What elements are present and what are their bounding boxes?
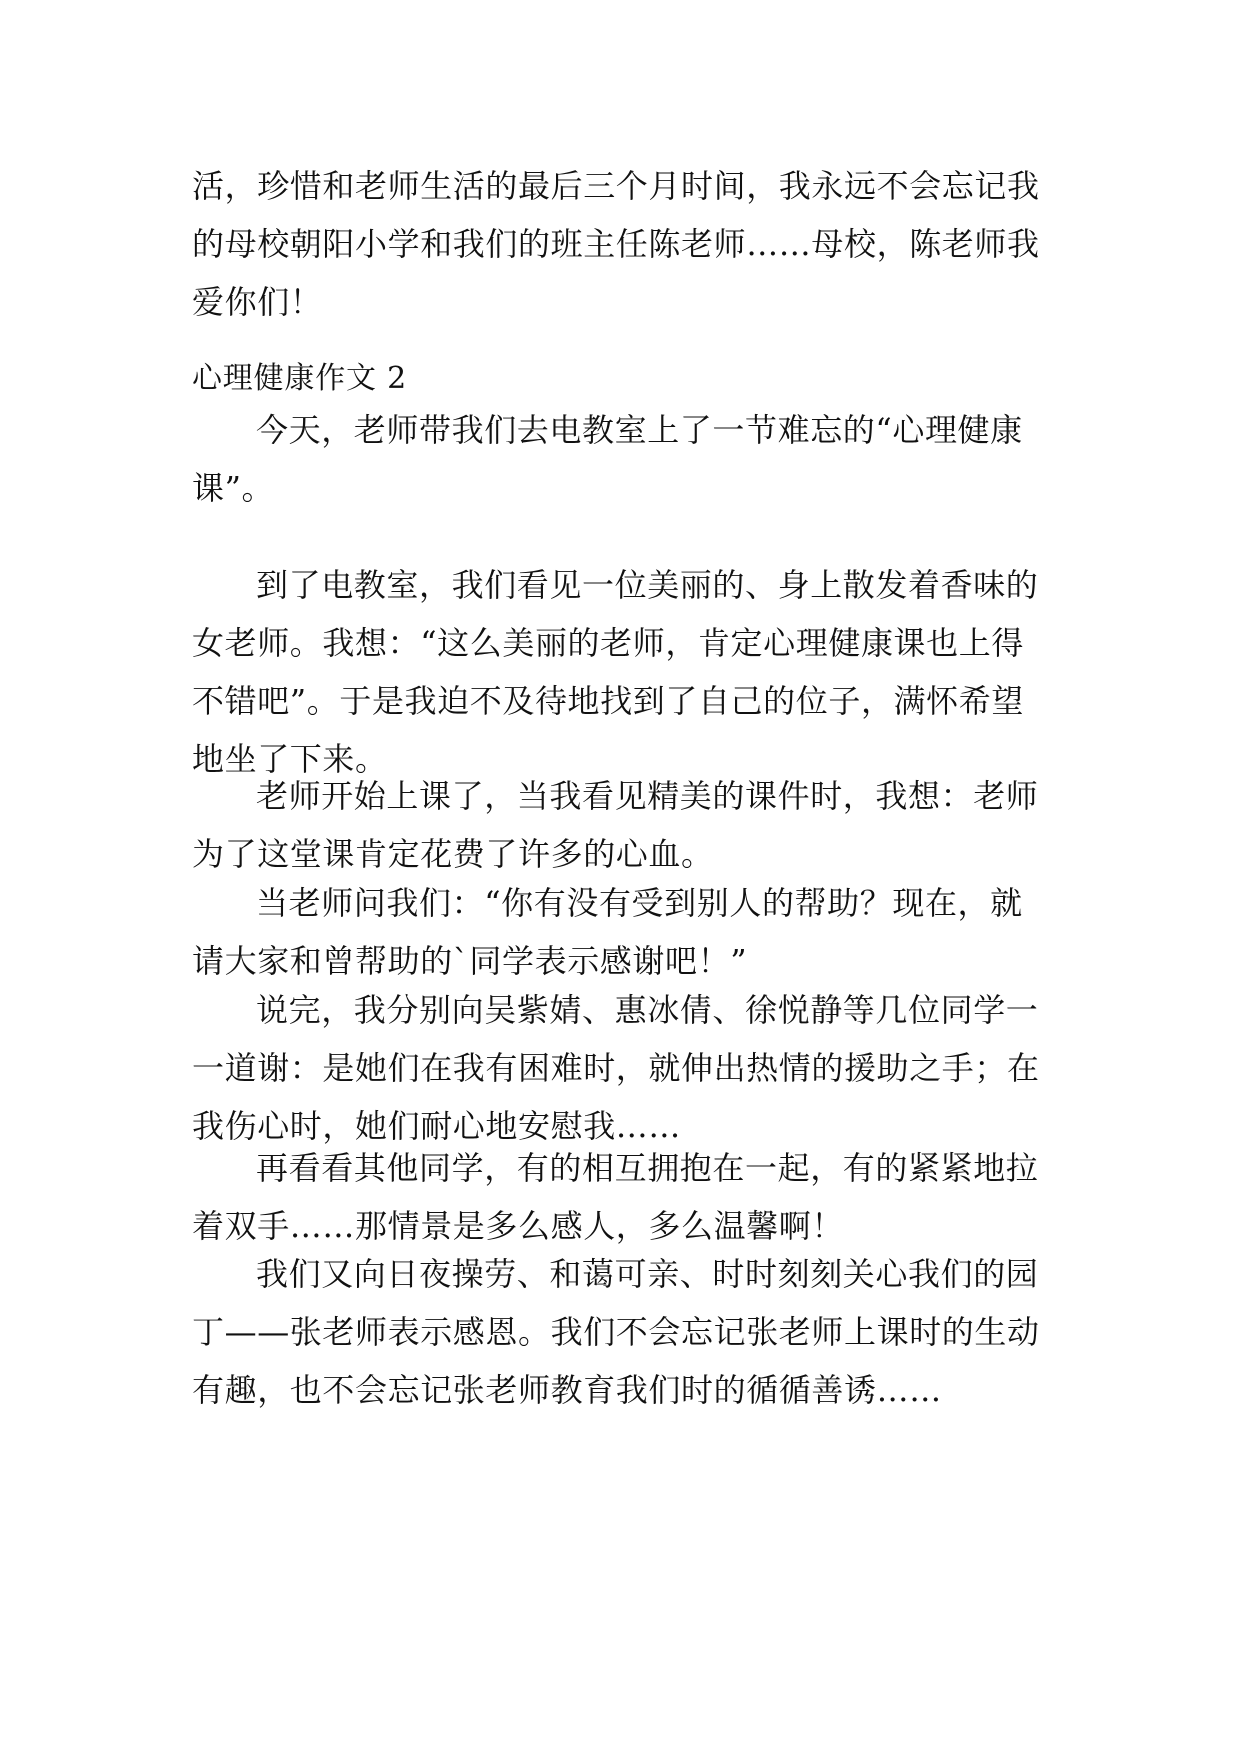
paragraph-4: 当老师问我们：“你有没有受到别人的帮助？现在，就请大家和曾帮助的`同学表示感谢吧！”: [192, 884, 1023, 980]
intro-paragraph: 活，珍惜和老师生活的最后三个月时间，我永远不会忘记我的母校朝阳小学和我们的班主任陈老师……母校，陈老师我爱你们！: [192, 167, 1040, 321]
paragraph-6: 再看看其他同学，有的相互拥抱在一起，有的紧紧地拉着双手……那情景是多么感人，多么温馨啊！: [192, 1149, 1039, 1245]
paragraph-1: 今天，老师带我们去电教室上了一节难忘的“心理健康课”。: [192, 411, 1023, 507]
paragraph-2: 到了电教室，我们看见一位美丽的、身上散发着香味的女老师。我想：“这么美丽的老师，肯定心理健康课也上得不错吧”。于是我迫不及待地找到了自己的位子，满怀希望地坐了下来。: [192, 566, 1039, 778]
paragraph-5: 说完，我分别向吴紫婧、惠冰倩、徐悦静等几位同学一一道谢：是她们在我有困难时，就伸出热情的援助之手；在我伤心时，她们耐心地安慰我……: [192, 991, 1040, 1145]
paragraph-7: 我们又向日夜操劳、和蔼可亲、时时刻刻关心我们的园丁——张老师表示感恩。我们不会忘记张老师上课时的生动有趣，也不会忘记张老师教育我们时的循循善诱……: [192, 1255, 1040, 1409]
paragraph-3: 老师开始上课了，当我看见精美的课件时，我想：老师为了这堂课肯定花费了许多的心血。: [192, 777, 1039, 873]
section-title: 心理健康作文 2: [192, 361, 408, 396]
